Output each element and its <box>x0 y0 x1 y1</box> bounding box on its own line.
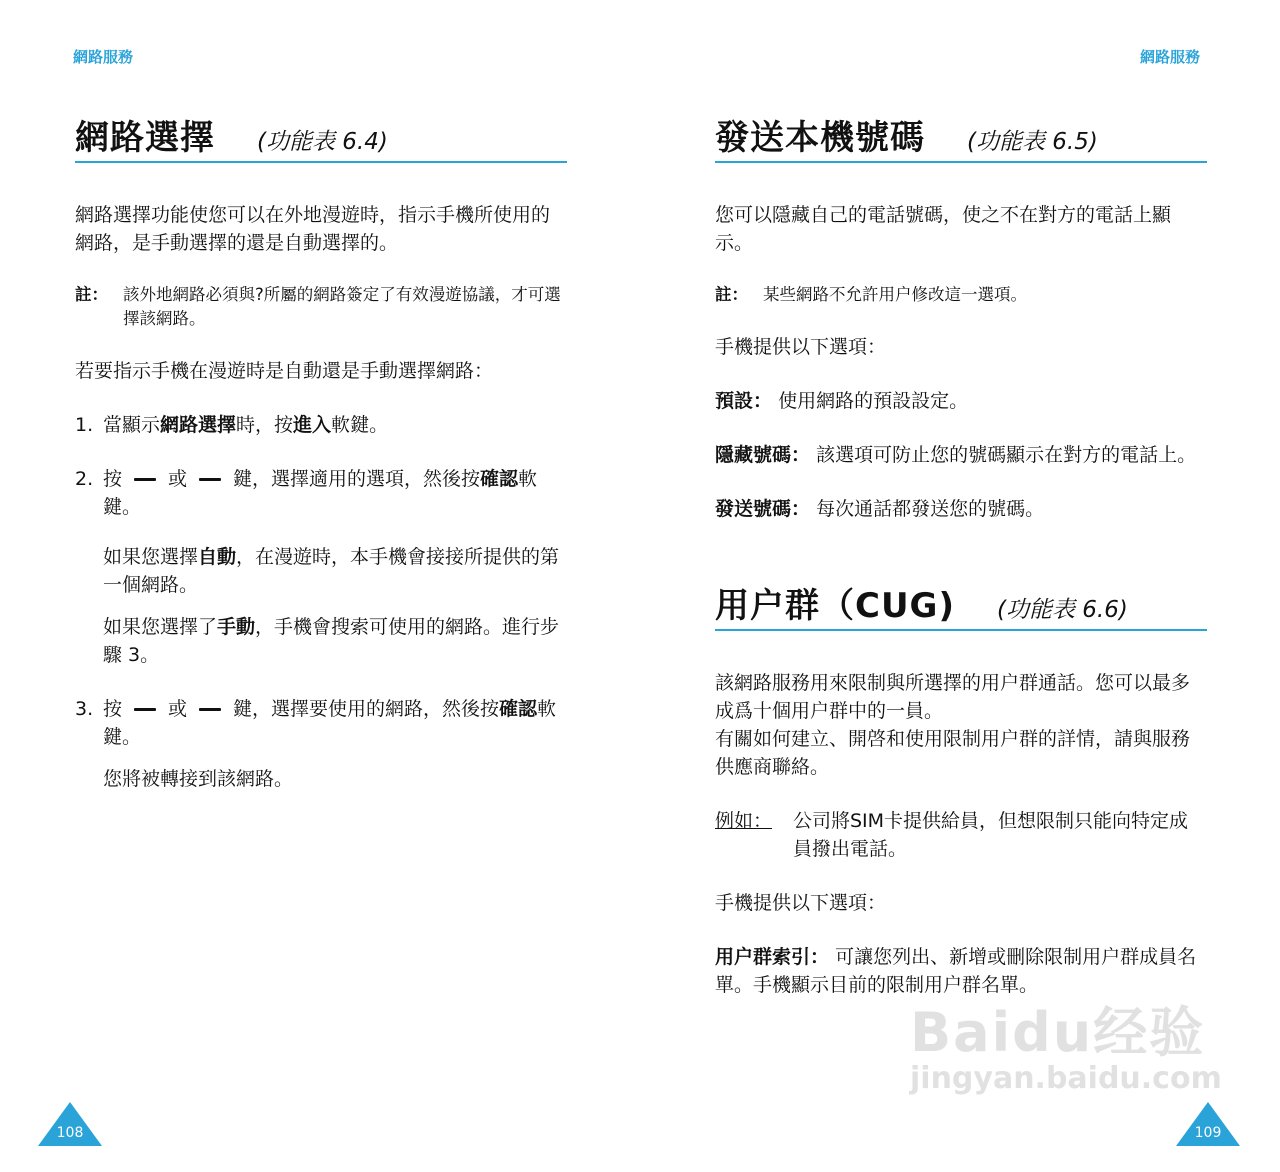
cug-intro-paragraph: 該網路服務用來限制與所選擇的用户群通話。您可以最多成爲十個用户群中的一員。 <box>715 672 1191 722</box>
step-number: 3. <box>75 698 94 720</box>
transfer-text: 您將被轉接到該網路。 <box>103 768 294 790</box>
right-content <box>715 110 1205 999</box>
intro-paragraph: 您可以隱藏自己的電話號碼，使之不在對方的電話上顯示。 <box>715 204 1172 254</box>
options-lead: 手機提供以下選項： <box>715 336 887 358</box>
note <box>75 283 565 331</box>
step-3 <box>75 695 565 751</box>
option-send-number: 發送號碼： 每次通話都發送您的號碼。 <box>715 498 1045 520</box>
watermark-url: jingyan.baidu.com <box>910 1061 1222 1096</box>
baidu-watermark <box>910 990 1222 1096</box>
page-number: 109 <box>1194 1125 1222 1141</box>
section-title: 網路選擇 <box>75 118 215 158</box>
step-2 <box>75 465 565 521</box>
step-number: 2. <box>75 468 94 490</box>
section-title: 發送本機號碼 <box>715 118 925 158</box>
running-head: 網路服務 <box>1140 48 1201 66</box>
step-number: 1. <box>75 414 94 436</box>
cug-contact-paragraph: 有關如何建立、開啓和使用限制用户群的詳情，請與服務供應商聯絡。 <box>715 728 1191 778</box>
option-default: 預設： 使用網路的預設設定。 <box>715 390 969 412</box>
option-hide-number: 隱藏號碼： 該選項可防止您的號碼顯示在對方的電話上。 <box>715 444 1197 466</box>
example-text: 公司將SIM卡提供給員，但想限制只能向特定成員撥出電話。 <box>793 810 1189 860</box>
nav-key-icon <box>134 478 156 481</box>
section-menu-ref: (功能表 6.4) <box>257 129 388 155</box>
running-head: 網路服務 <box>73 48 134 66</box>
example <box>715 807 1205 863</box>
section-menu-ref: (功能表 6.6) <box>997 597 1128 623</box>
manual-option-text: 如果您選擇了手動，手機會搜索可使用的網路。進行步驟 3。 <box>103 616 560 666</box>
options-lead: 手機提供以下選項： <box>715 892 887 914</box>
page-number: 108 <box>56 1125 84 1141</box>
step-text: 按 或 鍵，選擇要使用的網路，然後按確認軟鍵。 <box>103 698 557 748</box>
step-text: 按 或 鍵，選擇適用的選項，然後按確認軟鍵。 <box>103 468 538 518</box>
section-heading <box>75 110 567 163</box>
section-heading <box>715 110 1207 163</box>
intro-paragraph: 網路選擇功能使您可以在外地漫遊時，指示手機所使用的網路，是手動選擇的還是自動選擇的。 <box>75 204 551 254</box>
option-cug-index: 用户群索引： 可讓您列出、新增或刪除限制用户群成員名單。手機顯示目前的限制用户群名單。 <box>715 946 1197 996</box>
watermark-logo: Baidu经验 <box>910 1001 1206 1064</box>
step-1 <box>75 411 565 439</box>
note-label: 註： <box>715 285 748 304</box>
nav-key-icon <box>199 478 221 481</box>
note <box>715 283 1205 307</box>
lead-paragraph: 若要指示手機在漫遊時是自動還是手動選擇網路： <box>75 360 494 382</box>
nav-key-icon <box>134 708 156 711</box>
example-label: 例如： <box>715 810 773 832</box>
note-text: 某些網路不允許用户修改這一選項。 <box>763 285 1027 304</box>
left-content <box>75 110 565 793</box>
step-text: 當顯示網路選擇時，按進入軟鍵。 <box>103 414 389 436</box>
section-heading <box>715 578 1207 631</box>
note-label: 註： <box>75 285 108 304</box>
auto-option-text: 如果您選擇自動，在漫遊時，本手機會接接所提供的第一個網路。 <box>103 546 560 596</box>
nav-key-icon <box>199 708 221 711</box>
section-menu-ref: (功能表 6.5) <box>967 129 1098 155</box>
note-text: 該外地網路必須與?所屬的網路簽定了有效漫遊協議，才可選擇該網路。 <box>123 285 561 328</box>
section-title: 用户群（CUG) <box>715 586 956 626</box>
